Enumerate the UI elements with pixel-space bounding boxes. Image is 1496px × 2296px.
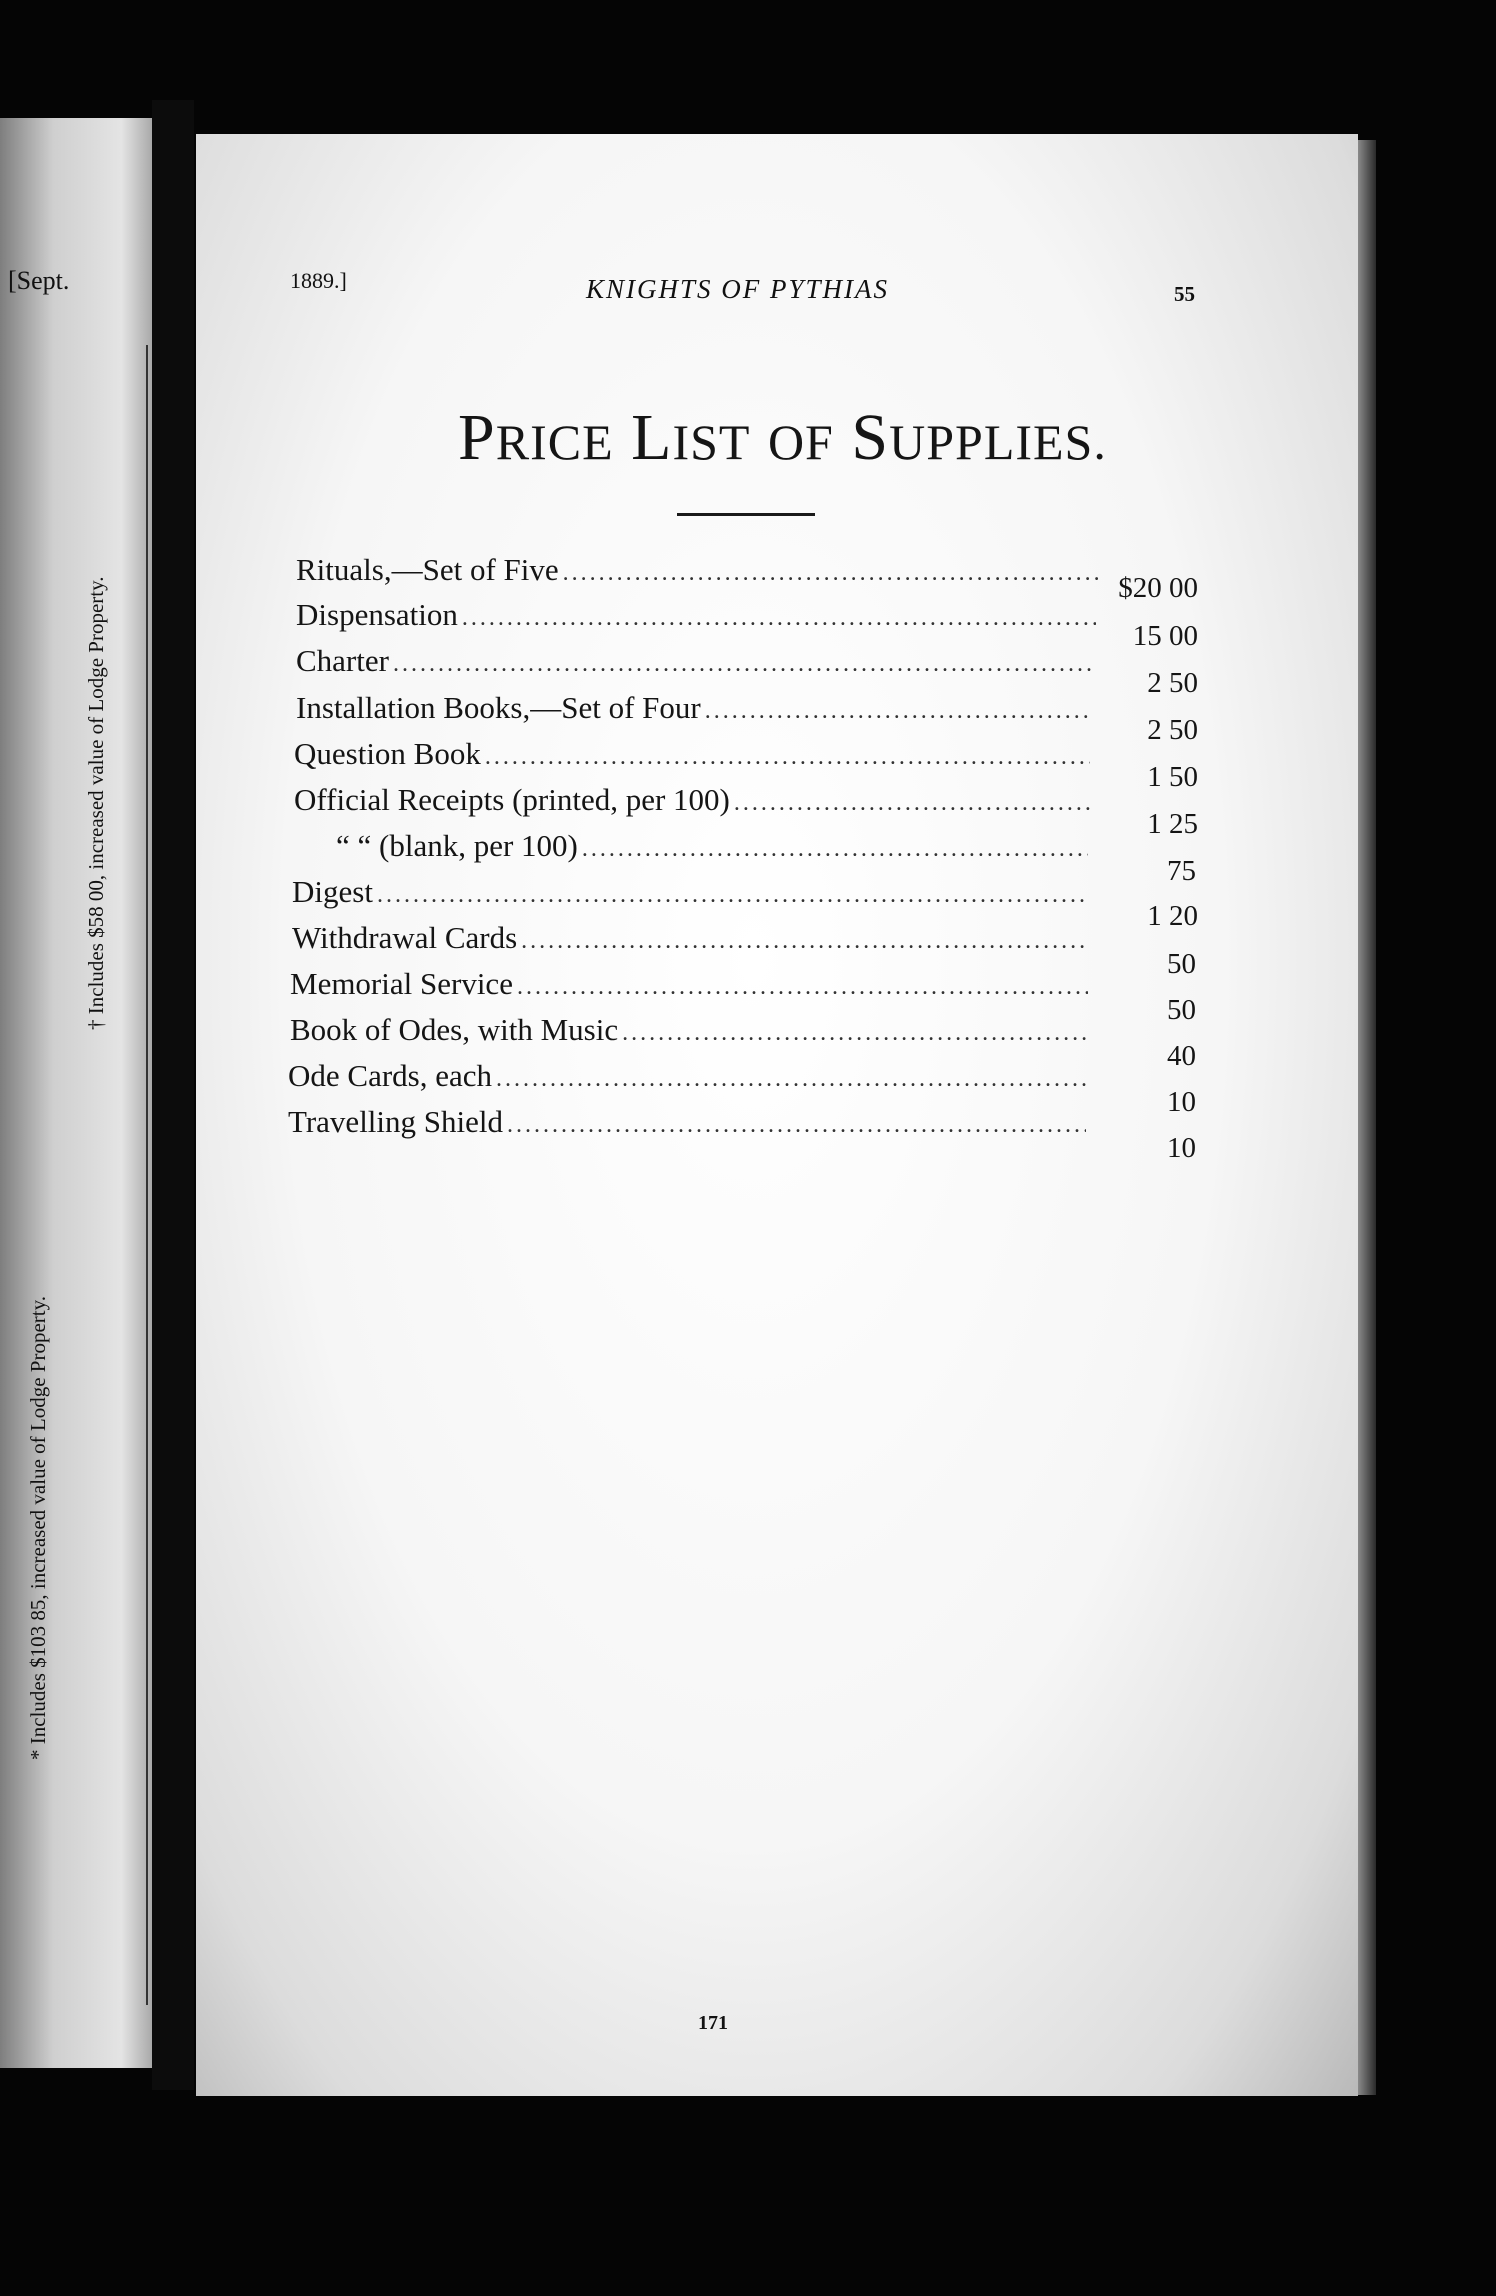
price-list-item: Digest .....	[292, 874, 1088, 916]
footnote-dagger: † Includes $58 00, increased value of Lodge Property.	[84, 576, 108, 1030]
item-price: 40	[1167, 1040, 1196, 1072]
item-price: 75	[1167, 855, 1196, 887]
price-list-item: Rituals,—Set of Five .....	[296, 552, 1102, 594]
header-year: 1889.]	[290, 268, 347, 293]
item-price: 2 50	[1147, 667, 1198, 699]
price-list-item: Ode Cards, each .....	[288, 1058, 1086, 1100]
item-price: 10	[1167, 1086, 1196, 1118]
item-price: 15 00	[1132, 620, 1198, 652]
price-list-item: Charter .....	[296, 643, 1094, 685]
item-price: 50	[1167, 948, 1196, 980]
price-list-item: “ “ (blank, per 100) .....	[336, 828, 1088, 870]
item-price: 1 25	[1147, 808, 1198, 840]
header-page-number: 55	[1174, 282, 1195, 306]
footer-number: 171	[698, 2012, 728, 2034]
item-price: $20 00	[1118, 572, 1198, 604]
page-title: PRICE LIST OF SUPPLIES.	[458, 401, 1107, 474]
price-list-item: Withdrawal Cards .....	[292, 920, 1088, 962]
item-price: 1 20	[1147, 900, 1198, 932]
running-title: KNIGHTS OF PYTHIAS	[586, 274, 890, 304]
item-price: 2 50	[1147, 714, 1198, 746]
price-list-item: Installation Books,—Set of Four .....	[296, 690, 1092, 732]
item-price: 10	[1167, 1132, 1196, 1164]
price-list-item: Travelling Shield .....	[288, 1104, 1086, 1146]
price-list-item: Dispensation .....	[296, 597, 1096, 639]
item-price: 50	[1167, 994, 1196, 1026]
price-list-item: Memorial Service .....	[290, 966, 1088, 1008]
price-list-item: Official Receipts (printed, per 100) .....	[294, 782, 1090, 824]
price-list-item: Book of Odes, with Music .....	[290, 1012, 1088, 1054]
left-page-header: [Sept.	[8, 266, 70, 295]
footnote-star: * Includes $103 85, increased value of Lodge Property.	[26, 1296, 50, 1760]
item-price: 1 50	[1147, 761, 1198, 793]
price-list-item: Question Book .....	[294, 736, 1090, 778]
